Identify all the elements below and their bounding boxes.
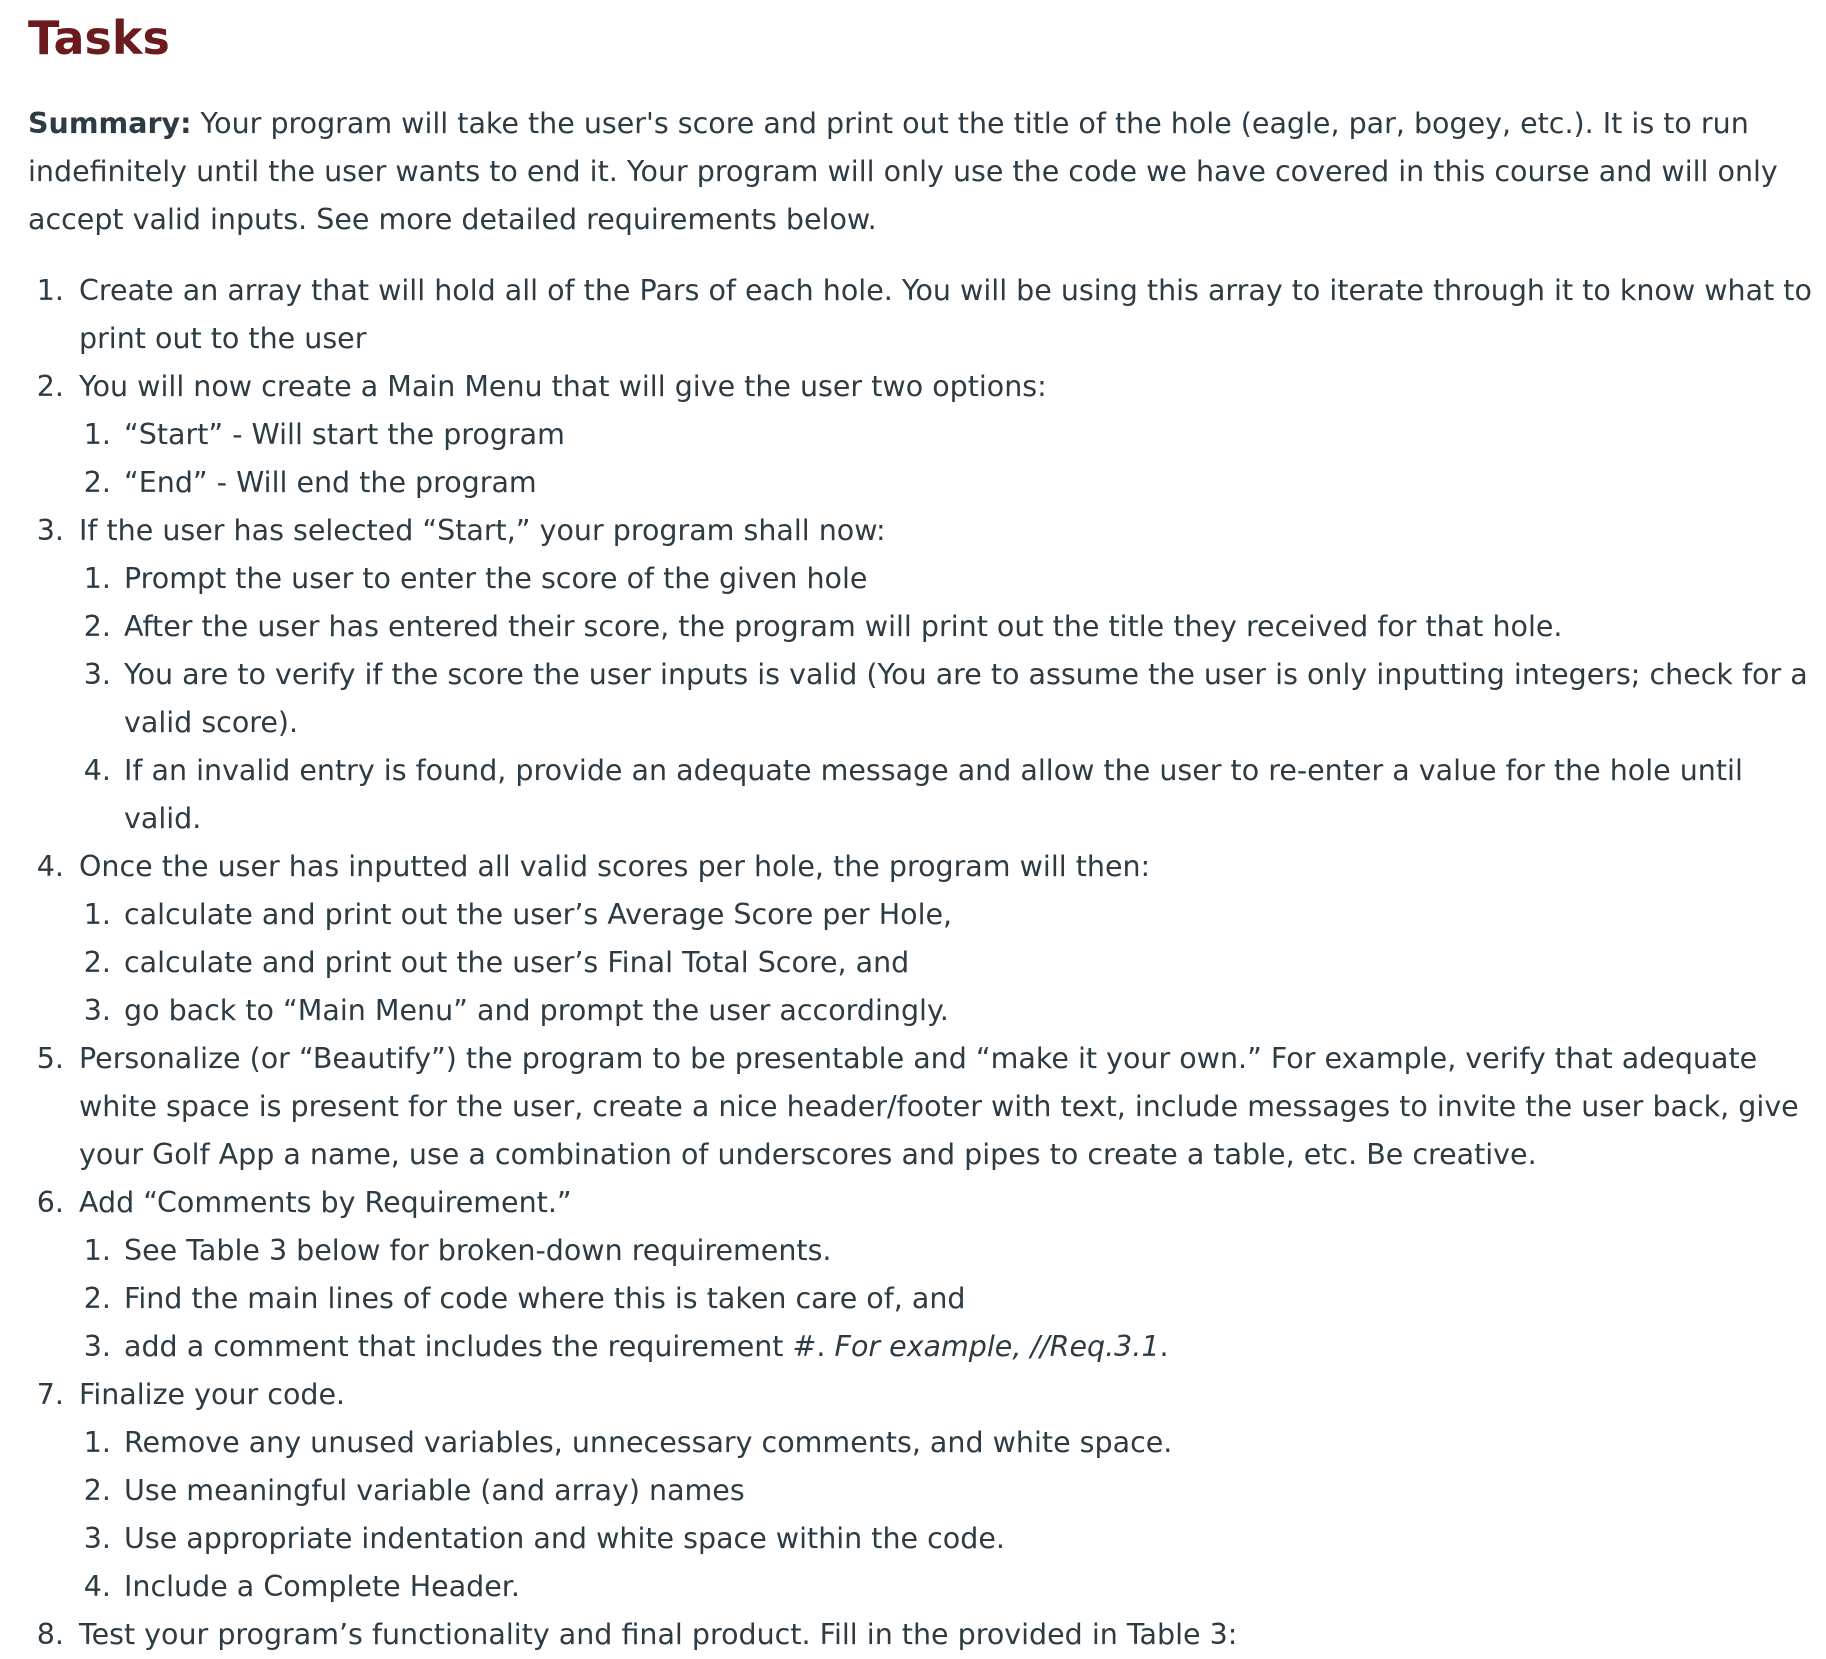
subtask-number: 3. xyxy=(83,658,111,691)
task-text: Add “Comments by Requirement.” xyxy=(79,1186,572,1219)
subtask-item xyxy=(79,411,1818,459)
subtask-list xyxy=(79,555,1818,843)
subtask-item xyxy=(79,1467,1818,1515)
subtask-text: Prompt the user to enter the score of the given hole xyxy=(124,562,868,595)
subtask-list xyxy=(79,411,1818,507)
subtask-number: 3. xyxy=(83,1522,111,1555)
subtask-item xyxy=(79,603,1818,651)
subtask-item xyxy=(79,555,1818,603)
task-number: 4. xyxy=(36,850,64,883)
subtask-list xyxy=(79,1227,1818,1371)
example-text: For example, //Req.3.1 xyxy=(834,1330,1160,1363)
subtask-text: Remove any unused variables, unnecessary comments, and white space. xyxy=(124,1426,1173,1459)
task-text: Finalize your code. xyxy=(79,1378,346,1411)
task-number: 1. xyxy=(36,274,64,307)
subtask-item xyxy=(79,1515,1818,1563)
task-text: Create an array that will hold all of the Pars of each hole. You will be using this array to iterate through it to know what to print out to the user xyxy=(79,274,1812,355)
subtask-number: 2. xyxy=(83,466,111,499)
subtask-text: calculate and print out the user’s Average Score per Hole, xyxy=(124,898,953,931)
task-text: Personalize (or “Beautify”) the program to be presentable and “make it your own.” For example, verify that adequate white space is present for the user, create a nice header/footer with text, include messages to invite the user back, give your Golf App a name, use a combination of underscores and pipes to create a table, etc. Be creative. xyxy=(79,1042,1799,1171)
subtask-number: 4. xyxy=(83,1570,111,1603)
subtask-number: 1. xyxy=(83,418,111,451)
subtask-text: If an invalid entry is found, provide an adequate message and allow the user to re-enter a value for the hole until valid. xyxy=(124,754,1743,835)
summary-paragraph xyxy=(28,100,1818,244)
task-item xyxy=(28,507,1818,843)
task-text: Test your program’s functionality and final product. Fill in the provided in Table 3: xyxy=(79,1618,1238,1651)
example-period: . xyxy=(1159,1330,1169,1363)
subtask-text: Find the main lines of code where this is taken care of, and xyxy=(124,1282,966,1315)
task-item xyxy=(28,1179,1818,1371)
subtask-item xyxy=(79,1227,1818,1275)
task-item xyxy=(28,1371,1818,1611)
subtask-text: See Table 3 below for broken-down requirements. xyxy=(124,1234,832,1267)
subtask-text: go back to “Main Menu” and prompt the user accordingly. xyxy=(124,994,949,1027)
task-item xyxy=(28,843,1818,1035)
task-text: You will now create a Main Menu that will give the user two options: xyxy=(79,370,1047,403)
subtask-list xyxy=(79,891,1818,1035)
task-text: If the user has selected “Start,” your program shall now: xyxy=(79,514,886,547)
subtask-item xyxy=(79,1419,1818,1467)
subtask-number: 3. xyxy=(83,994,111,1027)
page-title: Tasks xyxy=(28,11,170,65)
task-item xyxy=(28,1611,1818,1659)
subtask-text: “End” - Will end the program xyxy=(124,466,537,499)
subtask-text: Include a Complete Header. xyxy=(124,1570,520,1603)
subtask-number: 1. xyxy=(83,562,111,595)
task-text: Once the user has inputted all valid scores per hole, the program will then: xyxy=(79,850,1151,883)
task-item xyxy=(28,267,1818,363)
subtask-text: Use meaningful variable (and array) names xyxy=(124,1474,745,1507)
task-number: 5. xyxy=(36,1042,64,1075)
subtask-item xyxy=(79,459,1818,507)
subtask-item xyxy=(79,1563,1818,1611)
subtask-number: 4. xyxy=(83,754,111,787)
subtask-item xyxy=(79,891,1818,939)
summary-text: Your program will take the user's score and print out the title of the hole (eagle, par, bogey, etc.). It is to run indefinitely until the user wants to end it. Your program will only use the code we have covered in this course and will only accept valid inputs. See more detailed requirements below. xyxy=(28,107,1778,236)
subtask-item xyxy=(79,1275,1818,1323)
subtask-item xyxy=(79,939,1818,987)
subtask-number: 3. xyxy=(83,1330,111,1363)
subtask-text: Use appropriate indentation and white space within the code. xyxy=(124,1522,1005,1555)
task-number: 7. xyxy=(36,1378,64,1411)
subtask-text: You are to verify if the score the user inputs is valid (You are to assume the user is only inputting integers; check for a valid score). xyxy=(124,658,1808,739)
subtask-number: 1. xyxy=(83,1426,111,1459)
task-number: 3. xyxy=(36,514,64,547)
subtask-number: 2. xyxy=(83,610,111,643)
subtask-text: add a comment that includes the requirement #. xyxy=(124,1330,835,1363)
subtask-item xyxy=(79,987,1818,1035)
task-item xyxy=(28,363,1818,507)
task-item xyxy=(28,1035,1818,1179)
subtask-item xyxy=(79,651,1818,747)
subtask-list xyxy=(79,1419,1818,1611)
task-number: 6. xyxy=(36,1186,64,1219)
subtask-number: 2. xyxy=(83,946,111,979)
task-number: 8. xyxy=(36,1618,64,1651)
summary-label: Summary: xyxy=(28,107,192,140)
subtask-number: 2. xyxy=(83,1282,111,1315)
subtask-item xyxy=(79,747,1818,843)
subtask-item xyxy=(79,1323,1818,1371)
subtask-number: 2. xyxy=(83,1474,111,1507)
task-list xyxy=(28,267,1818,1659)
task-number: 2. xyxy=(36,370,64,403)
subtask-text: calculate and print out the user’s Final Total Score, and xyxy=(124,946,910,979)
subtask-text: After the user has entered their score, the program will print out the title they received for that hole. xyxy=(124,610,1563,643)
subtask-number: 1. xyxy=(83,1234,111,1267)
subtask-text: “Start” - Will start the program xyxy=(124,418,565,451)
subtask-number: 1. xyxy=(83,898,111,931)
